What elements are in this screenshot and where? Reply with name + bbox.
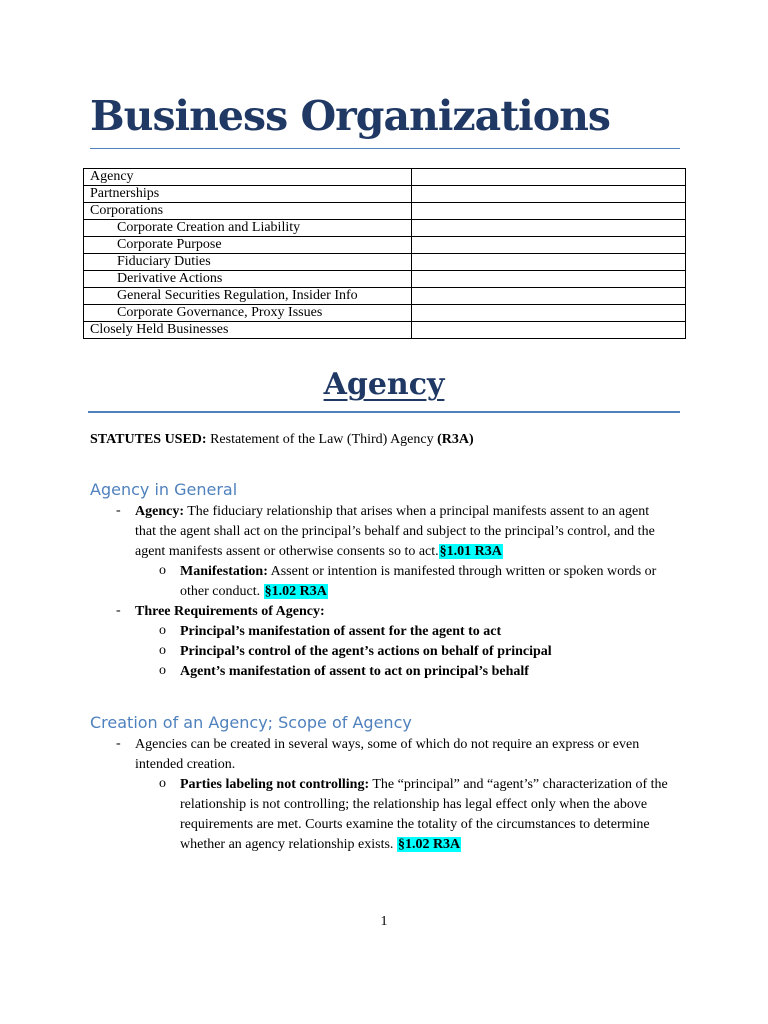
manifestation-def-text: Assent or intention is manifested through written or spoken words or other conduct.	[180, 564, 657, 599]
section-divider	[88, 411, 680, 413]
toc-row	[84, 237, 686, 254]
table-of-contents	[83, 168, 686, 339]
requirements-heading: Three Requirements of Agency:	[135, 604, 325, 619]
labeling-text: The “principal” and “agent’s” characterization of the relationship is not controlling; the relationship has legal effect only when the above requirements are met. Courts examine the totality of the circumstances to determine whether an agency relationship exists.	[180, 777, 668, 852]
citation-badge: §1.02 R3A	[397, 837, 461, 852]
dash-bullet: -	[116, 503, 121, 518]
toc-row	[84, 288, 686, 305]
section-title-text: Agency	[323, 367, 445, 402]
dash-bullet: -	[116, 603, 121, 618]
toc-page-cell	[412, 288, 686, 305]
requirement-item: Agent’s manifestation of assent to act on principal’s behalf	[180, 664, 529, 679]
circle-bullet: o	[159, 663, 166, 678]
toc-entry: General Securities Regulation, Insider Info	[84, 288, 412, 305]
toc-page-cell	[412, 169, 686, 186]
toc-row	[84, 186, 686, 203]
section-title	[0, 367, 768, 402]
heading-agency-in-general: Agency in General	[90, 480, 238, 499]
agency-def-text: The fiduciary relationship that arises when a principal manifests assent to an agent that the agent shall act on the principal’s behalf and subject to the principal’s control, and the agent manifests assent or otherwise consents so to act.	[135, 504, 655, 559]
toc-row	[84, 169, 686, 186]
toc-entry: Agency	[84, 169, 412, 186]
statutes-abbr: (R3A)	[437, 432, 474, 447]
page-number: 1	[380, 914, 388, 929]
creation-intro: Agencies can be created in several ways, some of which do not require an express or even intended creation.	[135, 737, 640, 772]
toc-row	[84, 203, 686, 220]
circle-bullet: o	[159, 563, 166, 578]
toc-page-cell	[412, 237, 686, 254]
agency-term: Agency:	[135, 504, 184, 519]
toc-entry: Partnerships	[84, 186, 412, 203]
toc-entry: Corporations	[84, 203, 412, 220]
toc-row	[84, 220, 686, 237]
toc-page-cell	[412, 254, 686, 271]
parties-labeling-paragraph	[180, 775, 680, 855]
toc-entry: Closely Held Businesses	[84, 322, 412, 339]
agency-definition	[135, 502, 665, 562]
manifestation-term: Manifestation:	[180, 564, 268, 579]
requirement-item: Principal’s control of the agent’s actions on behalf of principal	[180, 644, 552, 659]
dash-bullet: -	[116, 736, 121, 751]
toc-entry: Corporate Governance, Proxy Issues	[84, 305, 412, 322]
toc-row	[84, 254, 686, 271]
circle-bullet: o	[159, 776, 166, 791]
toc-row	[84, 271, 686, 288]
heading-creation-of-agency: Creation of an Agency; Scope of Agency	[90, 713, 412, 732]
citation-badge: §1.02 R3A	[264, 584, 327, 599]
labeling-term: Parties labeling not controlling:	[180, 777, 370, 792]
circle-bullet: o	[159, 643, 166, 658]
toc-page-cell	[412, 186, 686, 203]
requirement-item: Principal’s manifestation of assent for the agent to act	[180, 624, 502, 639]
statutes-line	[90, 432, 474, 448]
toc-page-cell	[412, 305, 686, 322]
toc-entry: Corporate Creation and Liability	[84, 220, 412, 237]
circle-bullet: o	[159, 623, 166, 638]
manifestation-definition	[180, 562, 680, 602]
page-title: Business Organizations	[90, 92, 610, 140]
toc-page-cell	[412, 220, 686, 237]
toc-entry: Fiduciary Duties	[84, 254, 412, 271]
toc-row	[84, 305, 686, 322]
statutes-text: Restatement of the Law (Third) Agency	[206, 432, 438, 447]
toc-page-cell	[412, 322, 686, 339]
toc-page-cell	[412, 271, 686, 288]
toc-entry: Corporate Purpose	[84, 237, 412, 254]
toc-row	[84, 322, 686, 339]
title-divider	[90, 148, 680, 149]
toc-page-cell	[412, 203, 686, 220]
toc-entry: Derivative Actions	[84, 271, 412, 288]
statutes-label: STATUTES USED:	[90, 432, 207, 447]
citation-badge: §1.01 R3A	[439, 544, 502, 559]
